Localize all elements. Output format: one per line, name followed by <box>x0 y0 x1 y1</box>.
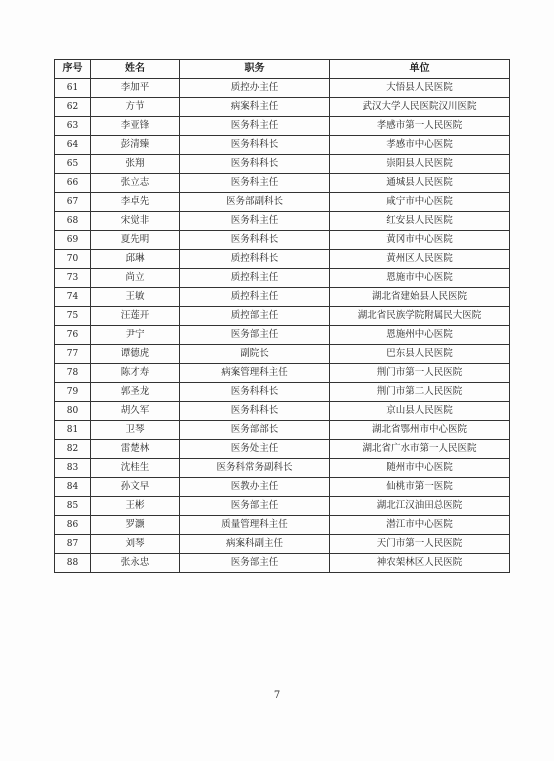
cell-name: 王彬 <box>91 497 180 516</box>
cell-unit: 孝感市第一人民医院 <box>330 117 510 136</box>
cell-name: 邱琳 <box>91 250 180 269</box>
cell-seq: 88 <box>55 554 91 573</box>
table-row <box>55 478 510 497</box>
cell-seq: 76 <box>55 326 91 345</box>
cell-position: 医务处主任 <box>180 440 330 459</box>
cell-name: 汪莲开 <box>91 307 180 326</box>
cell-seq: 80 <box>55 402 91 421</box>
cell-name: 沈桂生 <box>91 459 180 478</box>
table-row <box>55 193 510 212</box>
cell-unit: 荆门市第二人民医院 <box>330 383 510 402</box>
table-row <box>55 250 510 269</box>
cell-unit: 湖北省建始县人民医院 <box>330 288 510 307</box>
table-body <box>55 79 510 573</box>
cell-unit: 大悟县人民医院 <box>330 79 510 98</box>
header-seq: 序号 <box>55 60 91 79</box>
cell-seq: 62 <box>55 98 91 117</box>
cell-seq: 66 <box>55 174 91 193</box>
table-row <box>55 98 510 117</box>
table-row <box>55 554 510 573</box>
cell-position: 医务部副科长 <box>180 193 330 212</box>
table-row <box>55 383 510 402</box>
cell-seq: 85 <box>55 497 91 516</box>
table-row <box>55 155 510 174</box>
cell-seq: 81 <box>55 421 91 440</box>
cell-position: 医务部主任 <box>180 554 330 573</box>
cell-seq: 84 <box>55 478 91 497</box>
header-position: 职务 <box>180 60 330 79</box>
cell-name: 胡久军 <box>91 402 180 421</box>
cell-position: 医务科科长 <box>180 383 330 402</box>
table-row <box>55 421 510 440</box>
cell-unit: 神农架林区人民医院 <box>330 554 510 573</box>
cell-seq: 67 <box>55 193 91 212</box>
cell-position: 医务部部长 <box>180 421 330 440</box>
cell-unit: 潜江市中心医院 <box>330 516 510 535</box>
cell-name: 雷楚林 <box>91 440 180 459</box>
cell-unit: 武汉大学人民医院汉川医院 <box>330 98 510 117</box>
cell-name: 李卓先 <box>91 193 180 212</box>
cell-position: 病案管理科主任 <box>180 364 330 383</box>
cell-name: 张立志 <box>91 174 180 193</box>
cell-unit: 巴东县人民医院 <box>330 345 510 364</box>
table-row <box>55 345 510 364</box>
cell-name: 卫琴 <box>91 421 180 440</box>
table-row <box>55 326 510 345</box>
cell-name: 郭圣龙 <box>91 383 180 402</box>
table-row <box>55 231 510 250</box>
cell-seq: 74 <box>55 288 91 307</box>
cell-name: 李加平 <box>91 79 180 98</box>
cell-unit: 荆门市第一人民医院 <box>330 364 510 383</box>
cell-name: 王敏 <box>91 288 180 307</box>
cell-unit: 红安县人民医院 <box>330 212 510 231</box>
cell-seq: 86 <box>55 516 91 535</box>
cell-name: 彭清臻 <box>91 136 180 155</box>
cell-seq: 63 <box>55 117 91 136</box>
table-row <box>55 269 510 288</box>
cell-position: 医务科主任 <box>180 174 330 193</box>
cell-name: 刘琴 <box>91 535 180 554</box>
header-unit: 单位 <box>330 60 510 79</box>
cell-unit: 仙桃市第一医院 <box>330 478 510 497</box>
cell-position: 质控科主任 <box>180 288 330 307</box>
table-row <box>55 136 510 155</box>
cell-position: 医务科主任 <box>180 212 330 231</box>
cell-position: 质控办主任 <box>180 79 330 98</box>
cell-position: 病案科主任 <box>180 98 330 117</box>
header-name: 姓名 <box>91 60 180 79</box>
cell-name: 张永忠 <box>91 554 180 573</box>
cell-unit: 恩施州中心医院 <box>330 326 510 345</box>
cell-unit: 湖北省广水市第一人民医院 <box>330 440 510 459</box>
cell-position: 副院长 <box>180 345 330 364</box>
cell-name: 陈才寿 <box>91 364 180 383</box>
cell-name: 宋觉非 <box>91 212 180 231</box>
cell-unit: 崇阳县人民医院 <box>330 155 510 174</box>
cell-seq: 73 <box>55 269 91 288</box>
cell-seq: 79 <box>55 383 91 402</box>
cell-position: 医务部主任 <box>180 497 330 516</box>
cell-position: 医务科科长 <box>180 155 330 174</box>
cell-unit: 通城县人民医院 <box>330 174 510 193</box>
cell-unit: 咸宁市中心医院 <box>330 193 510 212</box>
cell-unit: 京山县人民医院 <box>330 402 510 421</box>
cell-name: 尚立 <box>91 269 180 288</box>
cell-unit: 黄州区人民医院 <box>330 250 510 269</box>
cell-seq: 70 <box>55 250 91 269</box>
cell-position: 质控部主任 <box>180 307 330 326</box>
cell-unit: 湖北省民族学院附属民大医院 <box>330 307 510 326</box>
page-number: 7 <box>273 690 281 701</box>
cell-seq: 87 <box>55 535 91 554</box>
table-row <box>55 516 510 535</box>
cell-seq: 78 <box>55 364 91 383</box>
cell-name: 李亚锋 <box>91 117 180 136</box>
cell-position: 医务科科长 <box>180 136 330 155</box>
table-row <box>55 212 510 231</box>
cell-name: 谭德虎 <box>91 345 180 364</box>
cell-position: 医务科科长 <box>180 231 330 250</box>
cell-seq: 64 <box>55 136 91 155</box>
table-header-row <box>55 60 510 79</box>
table-row <box>55 535 510 554</box>
cell-position: 医教办主任 <box>180 478 330 497</box>
roster-table <box>54 59 510 573</box>
cell-position: 质控科科长 <box>180 250 330 269</box>
cell-seq: 77 <box>55 345 91 364</box>
cell-unit: 恩施市中心医院 <box>330 269 510 288</box>
cell-name: 张翔 <box>91 155 180 174</box>
cell-position: 医务科常务副科长 <box>180 459 330 478</box>
table-row <box>55 440 510 459</box>
cell-seq: 65 <box>55 155 91 174</box>
cell-name: 夏先明 <box>91 231 180 250</box>
table-row <box>55 402 510 421</box>
cell-position: 医务部主任 <box>180 326 330 345</box>
table-row <box>55 288 510 307</box>
cell-position: 医务科主任 <box>180 117 330 136</box>
cell-seq: 75 <box>55 307 91 326</box>
cell-name: 方节 <box>91 98 180 117</box>
cell-seq: 83 <box>55 459 91 478</box>
cell-unit: 湖北省鄂州市中心医院 <box>330 421 510 440</box>
cell-position: 质控科主任 <box>180 269 330 288</box>
cell-name: 孙文早 <box>91 478 180 497</box>
table-row <box>55 497 510 516</box>
cell-seq: 68 <box>55 212 91 231</box>
cell-unit: 天门市第一人民医院 <box>330 535 510 554</box>
cell-position: 病案科副主任 <box>180 535 330 554</box>
cell-seq: 61 <box>55 79 91 98</box>
table-row <box>55 174 510 193</box>
table-row <box>55 307 510 326</box>
table-row <box>55 364 510 383</box>
cell-seq: 82 <box>55 440 91 459</box>
cell-unit: 孝感市中心医院 <box>330 136 510 155</box>
cell-unit: 随州市中心医院 <box>330 459 510 478</box>
cell-name: 尹宁 <box>91 326 180 345</box>
cell-position: 质量管理科主任 <box>180 516 330 535</box>
cell-seq: 69 <box>55 231 91 250</box>
cell-unit: 黄冈市中心医院 <box>330 231 510 250</box>
cell-position: 医务科科长 <box>180 402 330 421</box>
table-row <box>55 79 510 98</box>
table-row <box>55 459 510 478</box>
cell-unit: 湖北江汉油田总医院 <box>330 497 510 516</box>
table-row <box>55 117 510 136</box>
cell-name: 罗灏 <box>91 516 180 535</box>
